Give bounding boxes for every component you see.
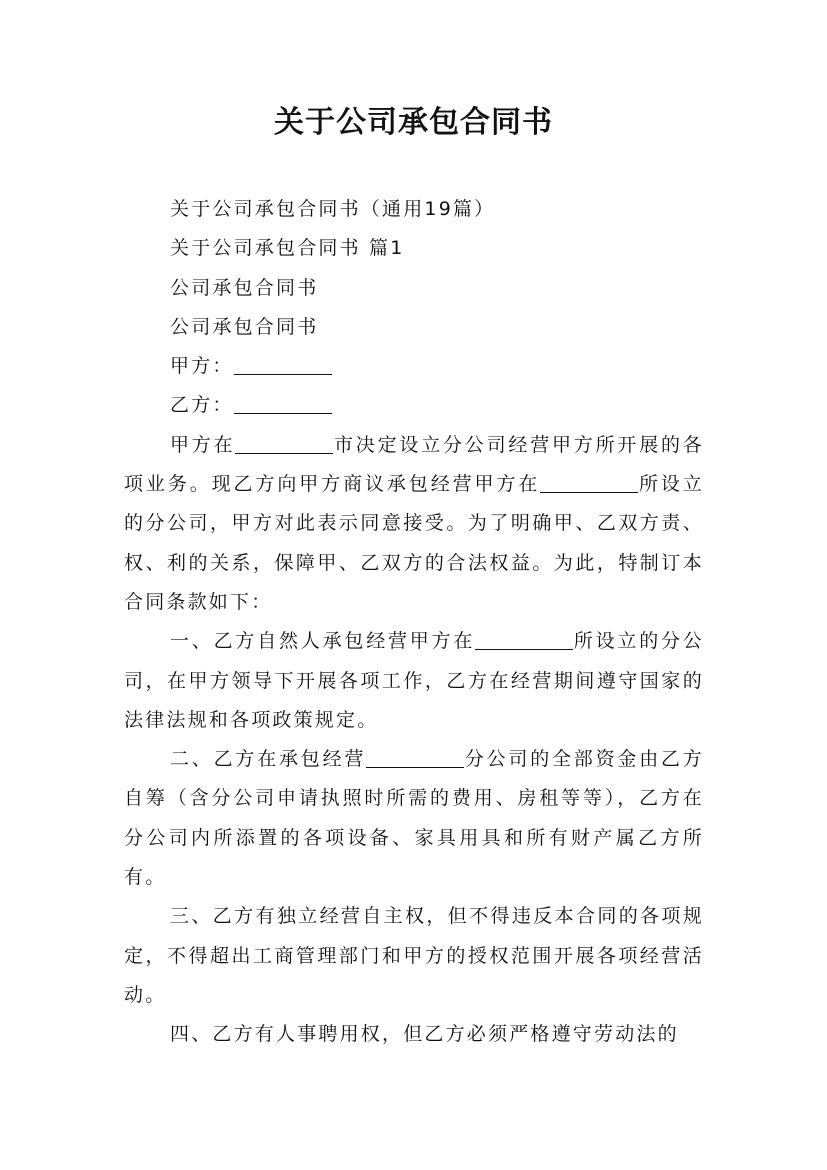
intro-paragraph — [124, 426, 704, 622]
clause-text: 一、乙方自然人承包经营甲方在 — [170, 630, 476, 653]
document-title: 关于公司承包合同书 — [274, 105, 553, 140]
clause-4: 四、乙方有人事聘用权，但乙方必须严格遵守劳动法的 — [170, 1023, 679, 1046]
clause-2-blank[interactable] — [366, 748, 464, 768]
section-heading: 关于公司承包合同书 篇1 — [170, 237, 405, 260]
clause-text: 所设立的分公司，在甲方领导下开展各项工作，乙方在经营期间遵守国家的法律法规和各项政策规定。 — [124, 630, 704, 731]
contract-name-line: 公司承包合同书 — [170, 315, 319, 338]
intro-text: 甲方在 — [170, 433, 236, 456]
contract-name-line: 公司承包合同书 — [170, 276, 319, 299]
clause-1 — [124, 622, 704, 740]
clause-3: 三、乙方有独立经营自主权，但不得违反本合同的各项规定，不得超出工商管理部门和甲方的授权范围开展各项经营活动。 — [124, 905, 704, 1006]
clause-2 — [124, 740, 704, 897]
intro-text: 市决定设立分公司经营甲方所开展的各项业务。现乙方向甲方商议承包经营甲方在 — [124, 433, 704, 496]
party-a-blank[interactable] — [234, 355, 332, 375]
intro-text: 所设立的分公司，甲方对此表示同意接受。为了明确甲、乙双方责、权、利的关系，保障甲、乙双方的合法权益。为此，特制订本合同条款如下： — [124, 473, 704, 613]
city-blank[interactable] — [235, 434, 333, 454]
document-body — [124, 190, 704, 1055]
clause-text: 分公司的全部资金由乙方自筹（含分公司申请执照时所需的费用、房租等等），乙方在分公司内所添置的各项设备、家具用具和所有财产属乙方所有。 — [124, 748, 704, 889]
clause-1-blank[interactable] — [475, 630, 573, 650]
party-a-label: 甲方： — [170, 355, 234, 378]
party-b-line — [124, 386, 704, 425]
party-b-blank[interactable] — [234, 394, 332, 414]
party-a-line — [124, 347, 704, 386]
clause-text: 二、乙方在承包经营 — [170, 748, 367, 771]
subtitle-line: 关于公司承包合同书（通用19篇） — [170, 198, 496, 220]
party-b-label: 乙方： — [170, 394, 234, 417]
location-blank[interactable] — [540, 473, 638, 493]
